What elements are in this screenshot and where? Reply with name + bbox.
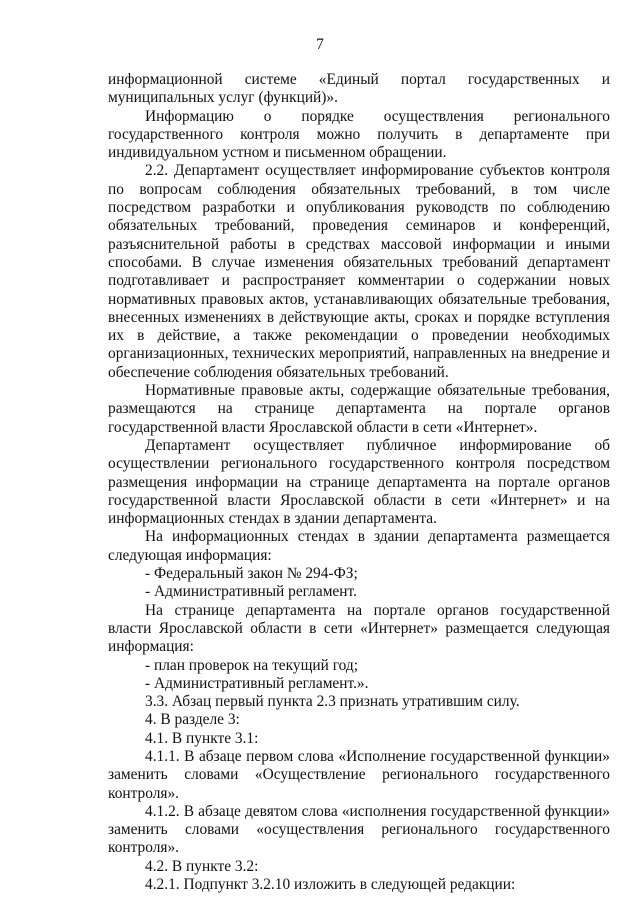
paragraph: 4.2.1. Подпункт 3.2.10 изложить в следующей редакции: bbox=[145, 876, 516, 894]
paragraph: информационной системе «Единый портал государственных и муниципальных услуг (функций)». bbox=[108, 71, 610, 107]
paragraph: На информационных стендах в здании департамента размещается следующая информация: bbox=[108, 528, 610, 564]
paragraph: 4.1. В пункте 3.1: bbox=[145, 729, 259, 747]
paragraph: 4.1.1. В абзаце первом слова «Исполнение государственной функции» заменить словами «Осуществление регионального государственного контроля». bbox=[108, 747, 610, 802]
paragraph: Нормативные правовые акты, содержащие обязательные требования, размещаются на странице департамента на портале органов государственной власти Ярославской области в сети «Интернет». bbox=[108, 382, 610, 436]
paragraph: 4. В разделе 3: bbox=[145, 711, 240, 729]
page-number: 7 bbox=[316, 36, 324, 53]
document-body bbox=[108, 71, 610, 894]
paragraph: Информацию о порядке осуществления регионального государственного контроля можно получить в департаменте при индивидуальном устном и письменном обращении. bbox=[108, 107, 610, 162]
paragraph: На странице департамента на портале органов государственной власти Ярославской области в сети «Интернет» размещается следующая информация: bbox=[108, 601, 610, 656]
paragraph: - план проверок на текущий год; bbox=[145, 656, 359, 674]
paragraph: - Федеральный закон № 294-ФЗ; bbox=[145, 565, 358, 583]
paragraph: 2.2. Департамент осуществляет информирование субъектов контроля по вопросам соблюдения обязательных требований, в том числе посредством разработки и опубликования руководств по соблюдению обязательных требований, проведения семинаров и конференций, разъяснительной работы в средствах массовой информации и иными способами. В случае изменения обязательных требований департамент подготавливает и распространяет комментарии о содержании новых нормативных правовых актов, устанавливающих обязательные требования, внесенных изменениях в действующие акты, сроках и порядке вступления их в действие, а также рекомендации о проведении необходимых организационных, технических мероприятий, направленных на внедрение и обеспечение соблюдения обязательных требований. bbox=[108, 162, 610, 381]
paragraph: 3.3. Абзац первый пункта 2.3 признать утратившим силу. bbox=[145, 693, 520, 711]
paragraph: 4.2. В пункте 3.2: bbox=[145, 857, 259, 875]
paragraph: - Административный регламент. bbox=[145, 583, 357, 601]
paragraph: 4.1.2. В абзаце девятом слова «исполнения государственной функции» заменить словами «осуществления регионального государственного контроля». bbox=[108, 802, 610, 857]
paragraph: Департамент осуществляет публичное информирование об осуществлении регионального государственного контроля посредством размещения информации на странице департамента на портале органов государственной власти Ярославской области в сети «Интернет» и на информационных стендах в здании департамента. bbox=[108, 436, 610, 528]
paragraph: - Административный регламент.». bbox=[145, 674, 369, 692]
